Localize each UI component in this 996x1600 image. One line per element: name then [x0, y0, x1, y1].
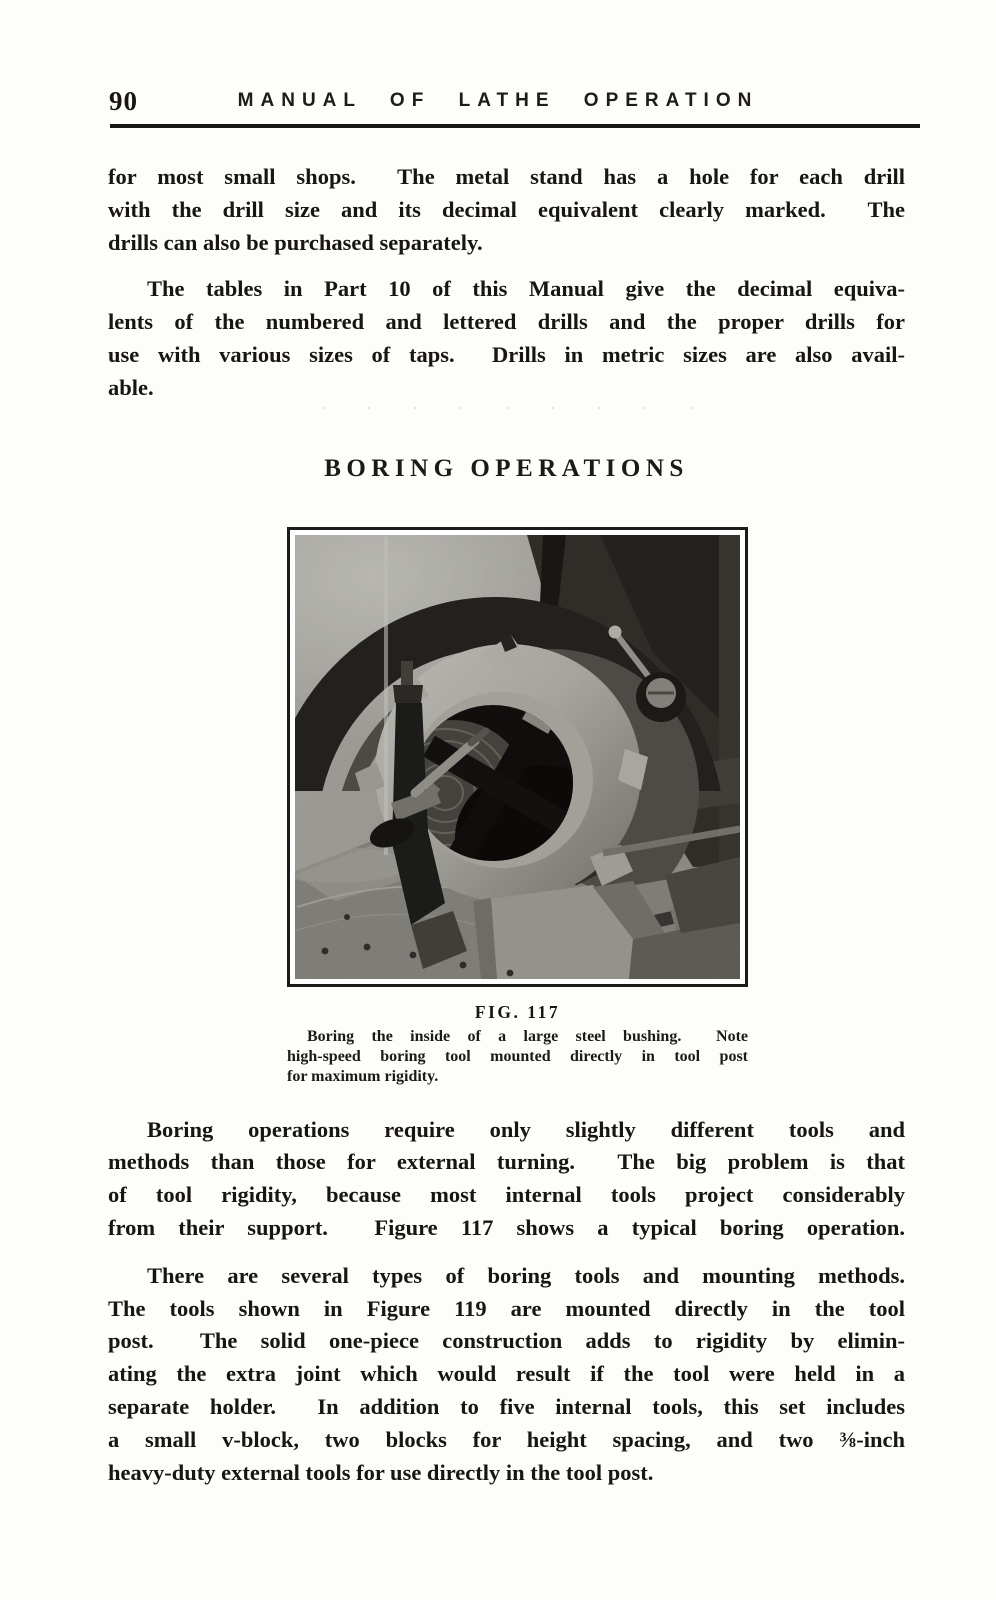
text-line: separate holder. In addition to five internal tools, this set includes: [108, 1393, 905, 1419]
text-line: from their support. Figure 117 shows a typical boring operation.: [108, 1214, 905, 1240]
paragraph-4: [108, 1260, 905, 1490]
text-column: [108, 161, 905, 1489]
text-line: ating the extra joint which would result if the tool were held in a: [108, 1361, 905, 1387]
halftone-grain: [295, 535, 740, 979]
text-line: with the drill size and its decimal equivalent clearly marked. The: [108, 196, 905, 222]
paragraph-2: [108, 273, 905, 404]
figure-caption-block: [287, 1002, 748, 1087]
figure-label: FIG. 117: [474, 1001, 561, 1022]
text-line: Boring operations require only slightly different tools and: [147, 1116, 905, 1142]
text-line: There are several types of boring tools and mounting methods.: [147, 1262, 905, 1288]
figure-caption: [287, 1027, 748, 1087]
text-line: a small v-block, two blocks for height spacing, and two ⅜-inch: [108, 1426, 905, 1452]
paragraph-3: [108, 1114, 905, 1245]
figure-117: [287, 527, 748, 1087]
text-line: The tables in Part 10 of this Manual give the decimal equiva-: [147, 276, 905, 302]
text-line: lents of the numbered and lettered drills and the proper drills for: [108, 309, 905, 335]
text-line: able.: [108, 374, 154, 400]
caption-line: high-speed boring tool mounted directly in tool post: [287, 1047, 748, 1065]
caption-line: for maximum rigidity.: [287, 1067, 439, 1085]
text-line: methods than those for external turning. The big problem is that: [108, 1149, 905, 1175]
text-line: heavy-duty external tools for use directly in the tool post.: [108, 1459, 654, 1485]
text-line: for most small shops. The metal stand has a hole for each drill: [108, 164, 905, 189]
lathe-boring-photo: [295, 535, 740, 979]
header-rule: [110, 124, 920, 128]
section-heading: BORING OPERATIONS: [324, 454, 689, 482]
text-line: drills can also be purchased separately.: [108, 229, 483, 255]
running-title: MANUAL OF LATHE OPERATION: [237, 90, 759, 111]
page-header: [0, 84, 996, 118]
text-line: of tool rigidity, because most internal tools project considerably: [108, 1182, 905, 1208]
caption-line: Boring the inside of a large steel bushing. Note: [307, 1027, 748, 1045]
page-number: 90: [109, 86, 138, 116]
text-line: The tools shown in Figure 119 are mounted directly in the tool: [108, 1295, 905, 1321]
text-line: post. The solid one-piece construction adds to rigidity by elimin-: [108, 1328, 905, 1354]
text-line: use with various sizes of taps. Drills in metric sizes are also avail-: [108, 341, 905, 367]
paragraph-1: [108, 161, 905, 259]
photo-frame: [287, 527, 748, 987]
